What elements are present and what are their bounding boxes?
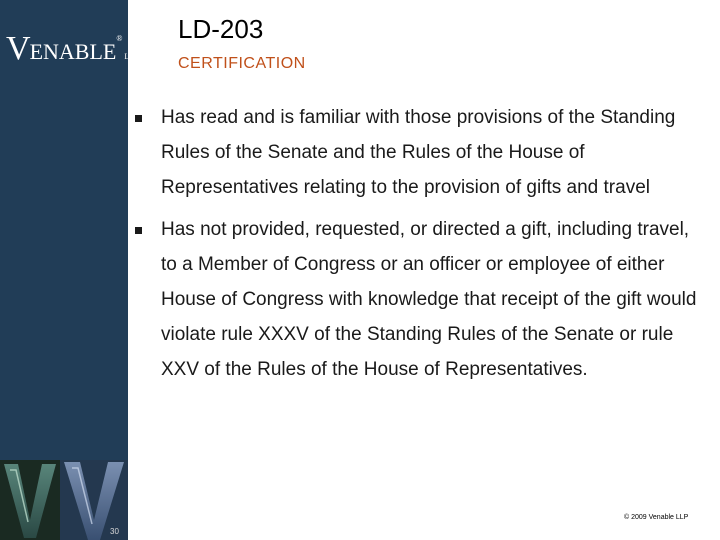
- logo-registered-mark: ®: [116, 34, 123, 43]
- logo-first-letter: V: [6, 30, 30, 67]
- bullet-item: [128, 212, 708, 387]
- venable-logo: [6, 30, 139, 68]
- copyright-notice: © 2009 Venable LLP: [624, 514, 689, 521]
- v-monogram-icon: [0, 460, 128, 540]
- logo-suffix: LLP: [124, 52, 139, 61]
- square-bullet-icon: [135, 227, 142, 234]
- square-bullet-icon: [135, 115, 142, 122]
- page-number: 30: [110, 527, 119, 536]
- slide-subtitle: CERTIFICATION: [178, 55, 306, 72]
- bullet-item: [128, 100, 708, 205]
- logo-rest: ENABLE: [29, 39, 117, 64]
- bullet-list: [128, 100, 708, 394]
- bullet-text: Has not provided, requested, or directed a gift, including travel, to a Member of Congress or an officer or employee of either House of Congress with knowledge that receipt of the gift would violate rule XXXV of the Standing Rules of the Senate or rule XXV of the Rules of the House of Representatives.: [161, 219, 697, 380]
- slide-title: LD-203: [178, 14, 264, 44]
- sidebar-band: [0, 0, 128, 540]
- bullet-text: Has read and is familiar with those provisions of the Standing Rules of the Senate and the Rules of the House of Representatives relating to the provision of gifts and travel: [161, 107, 676, 198]
- venable-v-artwork: [0, 460, 128, 540]
